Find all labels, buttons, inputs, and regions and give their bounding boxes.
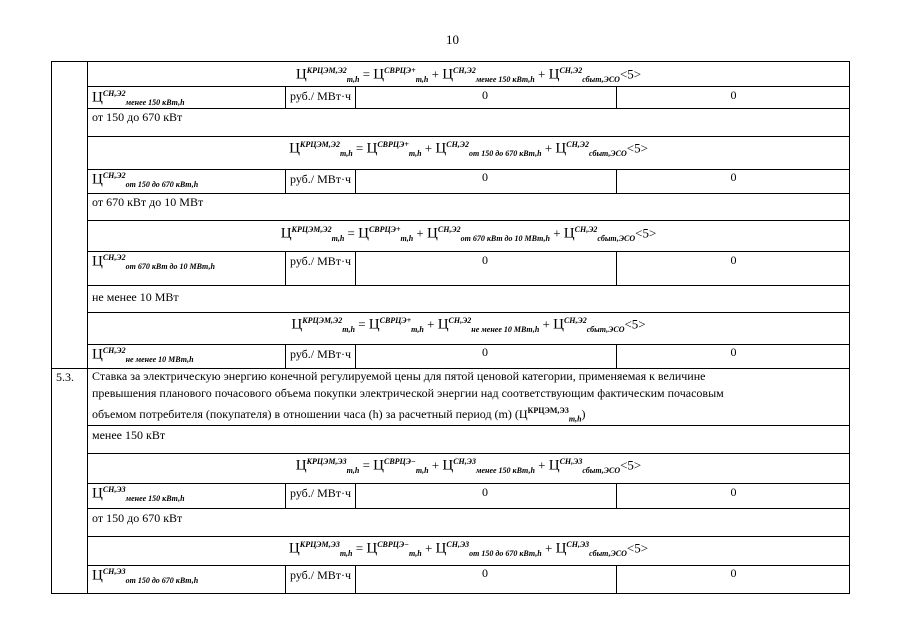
footnote-ref: <5> [620, 457, 642, 473]
row-divider [87, 536, 849, 537]
symbol: Ц [555, 540, 567, 557]
unit-cell: руб./ МВт·ч [290, 254, 352, 268]
section-description [92, 368, 842, 427]
col-divider [616, 169, 617, 193]
range-label: не менее 10 МВт [92, 290, 179, 304]
formula-sub: сбыт,ЭСО [582, 465, 621, 475]
symbol: Ц [373, 457, 384, 474]
row-divider [87, 136, 849, 137]
symbol: Ц [435, 540, 447, 557]
row-divider [87, 425, 849, 426]
formula-sub: m,h [415, 74, 429, 84]
formula-sub: от 670 кВт до 10 МВт,h [460, 233, 550, 243]
plus: + [544, 540, 553, 556]
formula-row-2 [88, 225, 849, 243]
col-divider [285, 344, 286, 368]
formula-sup: СН,Э2 [446, 140, 469, 149]
symbol: Ц [427, 225, 438, 242]
equals: = [347, 225, 355, 241]
equals: = [355, 140, 364, 156]
variable-name [92, 171, 198, 189]
formula-sub: менее 150 кВт,h [475, 465, 535, 475]
formula-sub: m,h [342, 324, 355, 334]
symbol: Ц [373, 66, 385, 83]
formula-sub: m,h [346, 465, 360, 475]
formula-sup: СВРЦЭ+ [368, 225, 401, 234]
formula-sup: СВРЦЭ+ [384, 66, 416, 75]
value-cell: 0 [730, 566, 737, 580]
symbol: Ц [295, 66, 307, 83]
formula-sup: КРЦЭМ,Э2 [291, 225, 332, 234]
formula-sup: КРЦЭМ,Э2 [306, 66, 347, 75]
formula-sub: сбыт,ЭСО [589, 548, 627, 558]
formula-sup: СН,Э2 [574, 225, 598, 234]
var-sub: от 150 до 670 кВт,h [125, 575, 199, 585]
row-divider [87, 312, 849, 313]
symbol: Ц [437, 316, 449, 333]
formula-sup: СН,Э2 [563, 316, 587, 325]
formula-sub: сбыт,ЭСО [597, 233, 636, 243]
footnote-ref: <5> [626, 540, 649, 556]
col-divider [285, 86, 286, 108]
unit-cell: руб./ МВт·ч [290, 89, 352, 103]
col-divider [616, 483, 617, 508]
var-sup: СН,Э2 [102, 171, 126, 180]
tariff-table [51, 61, 850, 594]
plus: + [427, 316, 435, 332]
value-cell: 0 [730, 253, 737, 267]
description-sub: m,h [568, 414, 582, 424]
formula-sub: сбыт,ЭСО [586, 324, 625, 334]
formula-sup: КРЦЭМ,Э2 [302, 316, 343, 325]
col-divider [285, 565, 286, 593]
description-line: превышения планового почасового объема покупки электрической энергии над соответствующим фактическим почасовым [92, 386, 724, 400]
formula-sub: менее 150 кВт,h [475, 74, 535, 84]
value-cell: 0 [730, 345, 737, 359]
col-divider [616, 344, 617, 368]
description-line: Ставка за электрическую энергию конечной регулируемой цены для пятой ценовой категории, применяемая к величине [92, 369, 706, 383]
var-sup: СН,Э2 [102, 89, 126, 98]
symbol: Ц [92, 171, 103, 188]
symbol: Ц [366, 540, 378, 557]
plus: + [416, 225, 424, 241]
symbol: Ц [358, 225, 369, 242]
symbol: Ц [291, 316, 303, 333]
formula-row-5 [88, 540, 849, 558]
row-divider [87, 86, 849, 87]
formula-sub: m,h [339, 148, 353, 158]
var-sub: не менее 10 МВт,h [125, 354, 194, 364]
value-cell: 0 [730, 88, 737, 102]
formula-row-0 [88, 66, 849, 84]
var-sup: СН,Э3 [102, 567, 126, 576]
row-divider [87, 285, 849, 286]
footnote-ref: <5> [635, 225, 657, 241]
formula-sup: КРЦЭМ,Э3 [299, 540, 340, 549]
formula-sup: СН,Э2 [566, 140, 590, 149]
symbol: Ц [288, 540, 300, 557]
row-divider [87, 483, 849, 484]
col-divider [355, 251, 356, 285]
formula-sub: m,h [346, 74, 360, 84]
col-divider [285, 483, 286, 508]
row-divider [87, 193, 849, 194]
var-sup: СН,Э3 [102, 485, 126, 494]
var-sub: менее 150 кВт,h [125, 493, 185, 503]
symbol: Ц [442, 66, 454, 83]
symbol: Ц [92, 253, 103, 270]
col-divider [285, 251, 286, 285]
var-sub: от 670 кВт до 10 МВт,h [125, 261, 215, 271]
symbol: Ц [563, 225, 575, 242]
formula-sup: СН,Э2 [453, 66, 476, 75]
formula-sup: КРЦЭМ,Э2 [299, 140, 340, 149]
col-divider [616, 565, 617, 593]
equals: = [355, 540, 364, 556]
symbol: Ц [548, 457, 560, 474]
range-label: менее 150 кВт [92, 428, 166, 442]
formula-sub: m,h [400, 233, 414, 243]
equals: = [358, 316, 366, 332]
value-cell: 0 [730, 485, 737, 499]
plus: + [424, 540, 433, 556]
row-divider [87, 220, 849, 221]
symbol: Ц [368, 316, 380, 333]
plus: + [553, 225, 561, 241]
formula-row-4 [88, 457, 849, 475]
row-divider [87, 251, 849, 252]
symbol: Ц [555, 140, 567, 157]
var-sub: менее 150 кВт,h [125, 97, 185, 107]
formula-sup: СВРЦЭ− [384, 457, 416, 466]
unit-cell: руб./ МВт·ч [290, 347, 352, 361]
variable-name [92, 485, 185, 503]
formula-sup: СН,Э3 [453, 457, 476, 466]
value-cell: 0 [482, 345, 488, 359]
footnote-ref: <5> [624, 316, 646, 332]
formula-sub: m,h [411, 324, 424, 334]
value-cell: 0 [482, 88, 488, 102]
symbol: Ц [553, 316, 564, 333]
variable-name [92, 89, 185, 107]
value-cell: 0 [482, 170, 488, 184]
var-sup: СН,Э2 [102, 253, 126, 262]
symbol: Ц [366, 140, 378, 157]
value-cell: 0 [730, 170, 737, 184]
formula-sub: сбыт,ЭСО [589, 148, 627, 158]
col-divider [616, 251, 617, 285]
formula-sub: от 150 до 670 кВт,h [469, 148, 542, 158]
variable-name [92, 567, 198, 585]
value-cell: 0 [482, 485, 488, 499]
value-cell: 0 [482, 566, 488, 580]
plus: + [424, 140, 433, 156]
formula-sub: не менее 10 МВт,h [471, 324, 540, 334]
formula-sup: СН,Э3 [559, 457, 583, 466]
footnote-ref: <5> [619, 66, 642, 82]
unit-cell: руб./ МВт·ч [290, 172, 352, 186]
col-divider [355, 565, 356, 593]
formula-sup: СН,Э2 [559, 66, 583, 75]
formula-sup: КРЦЭМ,Э3 [306, 457, 347, 466]
row-divider [87, 453, 849, 454]
plus: + [431, 457, 440, 473]
formula-sub: m,h [339, 548, 353, 558]
variable-name [92, 253, 215, 271]
symbol: Ц [92, 346, 103, 363]
description-sup: КРЦЭМ,Э3 [527, 406, 569, 415]
col-divider [355, 169, 356, 193]
symbol: Ц [295, 457, 307, 474]
symbol: Ц [92, 567, 103, 584]
formula-sub: m,h [409, 548, 422, 558]
formula-sub: от 150 до 670 кВт,h [469, 548, 542, 558]
col-divider [616, 86, 617, 108]
description-line [92, 402, 842, 427]
symbol: Ц [280, 225, 292, 242]
symbol: Ц [289, 140, 300, 157]
formula-sub: сбыт,ЭСО [582, 74, 620, 84]
symbol: Ц [442, 457, 454, 474]
formula-sup: СН,Э3 [446, 540, 470, 549]
value-cell: 0 [482, 253, 488, 267]
symbol: Ц [435, 140, 447, 157]
plus: + [544, 140, 553, 156]
unit-cell: руб./ МВт·ч [290, 486, 352, 500]
variable-name [92, 346, 194, 364]
formula-sup: СВРЦЭ+ [377, 140, 409, 149]
formula-sub: m,h [415, 465, 429, 475]
plus: + [431, 66, 439, 82]
page-number: 10 [446, 32, 459, 47]
row-divider [87, 508, 849, 509]
col-divider [355, 86, 356, 108]
plus: + [542, 316, 550, 332]
description-text: объемом потребителя (покупателя) в отношении часа (h) за расчетный период (m) (Ц [92, 407, 528, 421]
formula-sub: m,h [408, 148, 422, 158]
formula-sup: СВРЦЭ+ [379, 316, 412, 325]
row-number: 5.3. [56, 370, 74, 384]
formula-sup: СН,Э2 [437, 225, 461, 234]
col-divider [355, 483, 356, 508]
formula-row-1 [88, 140, 849, 158]
row-divider [87, 108, 849, 109]
range-label: от 150 до 670 кВт [92, 110, 183, 124]
col-divider [355, 344, 356, 368]
formula-sup: СН,Э3 [566, 540, 590, 549]
footnote-ref: <5> [626, 140, 648, 156]
formula-sub: m,h [331, 233, 345, 243]
var-sup: СН,Э2 [102, 346, 126, 355]
plus: + [538, 66, 546, 82]
symbol: Ц [92, 485, 103, 502]
unit-cell: руб./ МВт·ч [290, 568, 352, 582]
formula-sup: СН,Э2 [448, 316, 472, 325]
range-label: от 150 до 670 кВт [92, 511, 183, 525]
col-divider [285, 169, 286, 193]
description-text: ) [581, 407, 586, 421]
equals: = [362, 457, 370, 473]
var-sub: от 150 до 670 кВт,h [125, 179, 199, 189]
range-label: от 670 кВт до 10 МВт [92, 195, 204, 209]
equals: = [362, 66, 371, 82]
symbol: Ц [92, 89, 103, 106]
symbol: Ц [548, 66, 560, 83]
formula-row-3 [88, 316, 849, 334]
formula-sup: СВРЦЭ− [377, 540, 410, 549]
plus: + [538, 457, 546, 473]
